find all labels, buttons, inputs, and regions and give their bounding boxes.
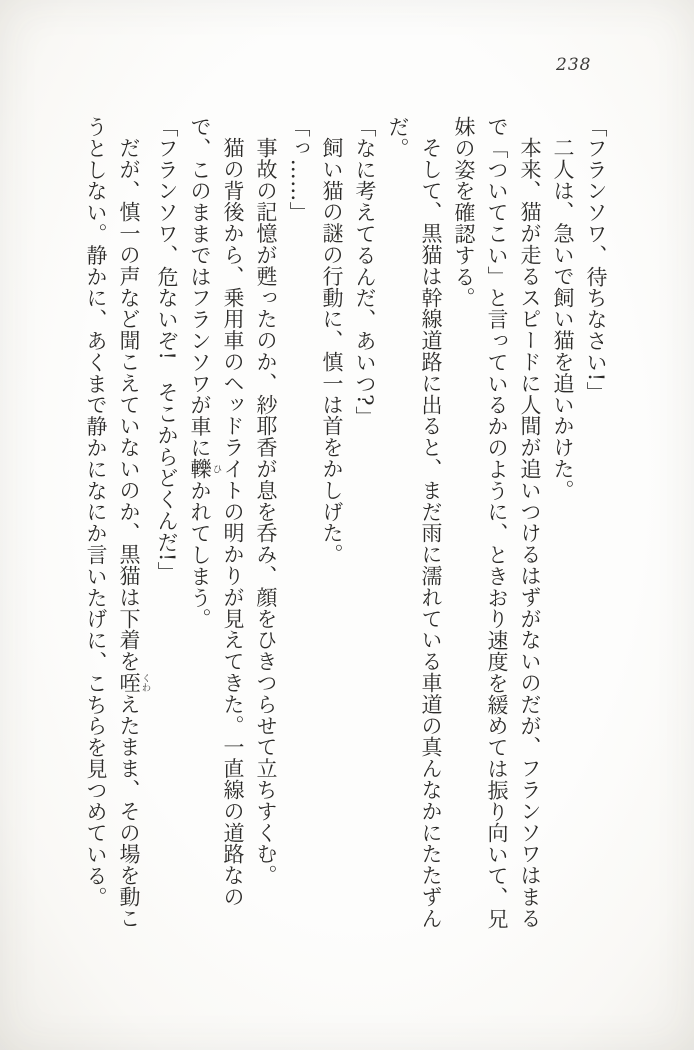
paragraph: 「フランソワ、危ないぞ! そこからどくんだ!」 <box>155 116 179 584</box>
paragraph: 飼い猫の謎の行動に、慎一は首をかしげた。 <box>320 137 344 565</box>
paragraph: 本来、猫が走るスピードに人間が追いつけるはずがないのだが、フランソワはまるで「ついてこい」と言っているかのように、ときおり速度を緩めては振り向いて、兄妹の姿を確認する。 <box>452 116 542 930</box>
text-block <box>79 116 612 942</box>
ruby-annotated-word: 轢ひ <box>188 458 222 480</box>
paragraph: 猫の背後から、乗用車のヘッドライトの明かりが見えてきた。一直線の道路なので、このままではフランソワが車に轢ひかれてしまう。 <box>188 116 245 908</box>
paragraph: 「っ……」 <box>287 116 311 223</box>
paragraph: 二人は、急いで飼い猫を追いかけた。 <box>551 137 575 501</box>
furigana: くわ <box>139 672 151 694</box>
paragraph: だが、慎一の声など聞こえていないのか、黒猫は下着を咥くわえたまま、その場を動こうとしない。静かに、あくまで静かになにか言いたげに、こちらを見つめている。 <box>84 116 151 929</box>
page-number: 238 <box>556 55 592 75</box>
paragraph: 「なに考えてるんだ、あいつ?」 <box>353 116 377 428</box>
paragraph: 「フランソワ、待ちなさい!」 <box>584 116 608 404</box>
paragraph: そして、黒猫は幹線道路に出ると、まだ雨に濡れている車道の真んなかにたたずんだ。 <box>386 116 443 929</box>
furigana: ひ <box>210 458 222 480</box>
ruby-annotated-word: 咥くわ <box>117 672 151 694</box>
paragraph: 事故の記憶が甦ったのか、紗耶香が息を呑み、顔をひきつらせて立ちすくむ。 <box>254 137 278 886</box>
